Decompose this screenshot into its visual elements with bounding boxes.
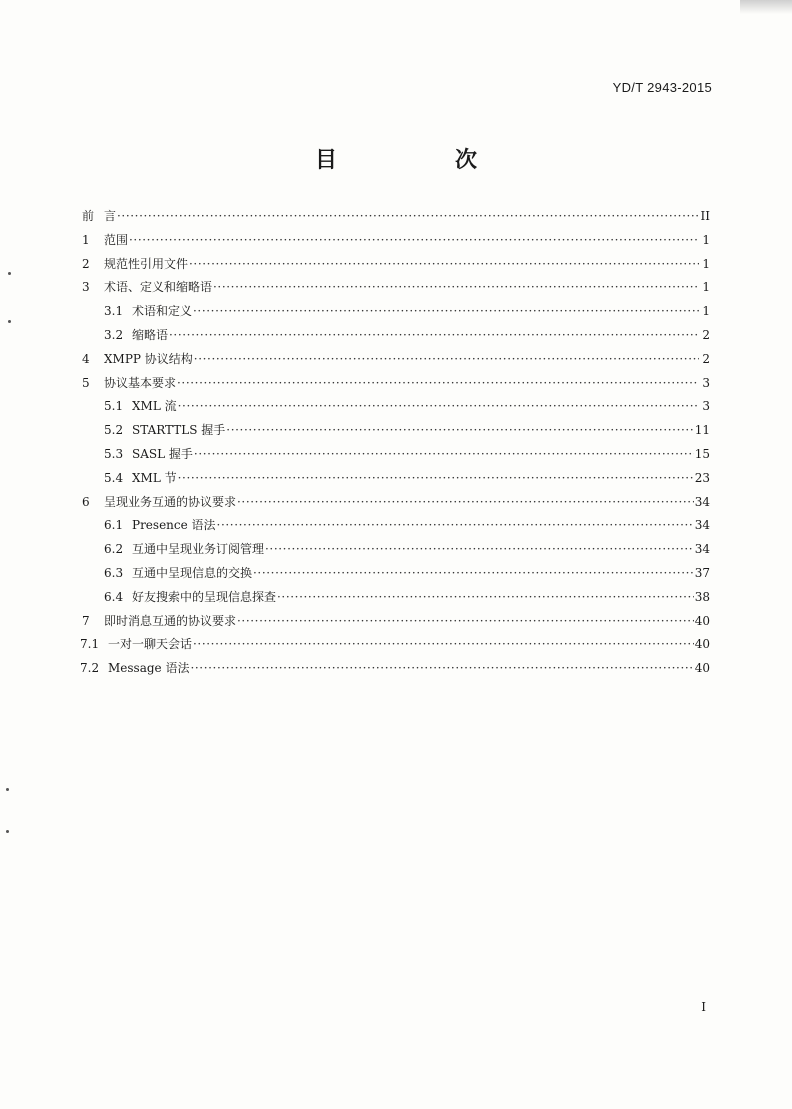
toc-entry-number: 3.2 [104, 328, 124, 342]
toc-entry [82, 255, 710, 279]
toc-entry [104, 397, 710, 421]
toc-entry [104, 564, 710, 588]
toc-entry [82, 207, 710, 231]
scan-edge-shadow [740, 0, 792, 14]
toc-entry [82, 612, 710, 636]
toc-entry-page: 38 [694, 589, 710, 604]
toc-entry-label: 规范性引用文件 [104, 256, 189, 271]
toc-entry-number: 6.1 [104, 518, 124, 533]
toc-entry-number: 7.1 [80, 637, 100, 652]
toc-entry-page: 2 [702, 351, 710, 366]
toc-entry-page: 3 [702, 399, 710, 414]
toc-entry [104, 588, 710, 612]
toc-entry-label: 术语、定义和缩略语 [104, 280, 213, 295]
toc-entry-label: 范围 [104, 232, 129, 247]
toc-dot-leader [237, 612, 694, 630]
toc-entry [104, 326, 710, 350]
toc-dot-leader [169, 326, 699, 344]
toc-entry-number: 5 [82, 375, 90, 390]
page-title: 目 次 [314, 148, 525, 173]
toc-dot-leader [178, 469, 694, 487]
toc-dot-leader [193, 635, 694, 653]
toc-entry [80, 635, 710, 659]
toc-entry-number: 3.1 [104, 304, 124, 319]
toc-dot-leader [237, 493, 694, 511]
toc-entry [104, 445, 710, 469]
toc-entry-page: 1 [702, 232, 710, 247]
toc-entry-page: 40 [694, 637, 710, 652]
toc-entry [80, 659, 710, 683]
toc-entry-page: II [700, 209, 710, 223]
toc-entry-number: 前 [82, 209, 95, 223]
toc-entry-label: Presence 语法 [132, 518, 216, 533]
toc-dot-leader [189, 255, 699, 273]
toc-entry-label: 互通中呈现业务订阅管理 [132, 542, 265, 557]
toc-entry-page: 34 [694, 542, 710, 557]
toc-dot-leader [253, 564, 694, 582]
toc-entry-number: 4 [82, 351, 90, 366]
toc-entry-label: 言 [104, 209, 117, 223]
toc-entry [104, 516, 710, 540]
scan-speck [6, 830, 9, 833]
toc-entry-page: 34 [694, 518, 710, 533]
page-number: I [701, 1000, 706, 1014]
toc-entry [104, 421, 710, 445]
toc-entry-label: 好友搜索中的呈现信息探查 [132, 589, 277, 604]
toc-entry-label: SASL 握手 [132, 447, 193, 461]
toc-dot-leader [194, 445, 694, 463]
scan-speck [8, 272, 11, 275]
toc-entry-page: 1 [702, 280, 710, 295]
toc-dot-leader [217, 516, 694, 534]
toc-entry-number: 7.2 [80, 661, 100, 676]
standard-code: YD/T 2943-2015 [612, 80, 712, 95]
toc-entry-page: 23 [694, 470, 710, 485]
toc-entry-number: 6.2 [104, 542, 124, 557]
toc-entry-page: 1 [702, 256, 710, 271]
toc-entry [82, 350, 710, 374]
toc-entry-number: 6 [82, 494, 90, 509]
toc-entry-page: 2 [702, 328, 710, 342]
toc-entry [82, 374, 710, 398]
toc-entry-label: 缩略语 [132, 328, 169, 342]
toc-entry-label: 术语和定义 [132, 304, 193, 319]
toc-entry-label: 协议基本要求 [104, 375, 177, 390]
toc-entry-number: 7 [82, 613, 90, 628]
toc-entry-page: 3 [702, 375, 710, 390]
toc-dot-leader [129, 231, 699, 249]
toc-entry [82, 278, 710, 302]
toc-entry-label: Message 语法 [108, 661, 190, 676]
toc-dot-leader [194, 350, 699, 368]
toc-entry-page: 40 [694, 613, 710, 628]
toc-entry-label: 呈现业务互通的协议要求 [104, 494, 237, 509]
toc-entry-page: 37 [694, 566, 710, 580]
toc-dot-leader [117, 207, 699, 225]
toc-entry-page: 40 [694, 661, 710, 676]
toc-entry-number: 5.1 [104, 399, 124, 414]
toc-dot-leader [193, 302, 699, 320]
scan-speck [6, 788, 9, 791]
toc-dot-leader [177, 374, 699, 392]
toc-entry-number: 6.3 [104, 566, 124, 580]
toc-entry [82, 493, 710, 517]
toc-entry-page: 11 [694, 423, 710, 438]
toc-dot-leader [213, 278, 699, 296]
toc-dot-leader [265, 540, 694, 558]
toc-entry-label: 互通中呈现信息的交换 [132, 566, 253, 580]
toc-dot-leader [277, 588, 694, 606]
toc-entry [104, 540, 710, 564]
toc-entry-number: 3 [82, 280, 90, 295]
toc-entry [104, 469, 710, 493]
toc-entry-label: XML 节 [132, 470, 177, 485]
toc-entry-label: XMPP 协议结构 [104, 351, 193, 366]
toc-dot-leader [178, 397, 699, 415]
toc-dot-leader [226, 421, 693, 439]
toc-dot-leader [190, 659, 693, 677]
toc-entry-page: 34 [694, 494, 710, 509]
toc-entry [104, 302, 710, 326]
scan-speck [8, 320, 11, 323]
toc-entry-number: 6.4 [104, 589, 124, 604]
toc-entry-label: 即时消息互通的协议要求 [104, 613, 237, 628]
toc-entry-page: 15 [694, 447, 710, 461]
toc-entry [82, 231, 710, 255]
toc-entry-number: 5.4 [104, 470, 124, 485]
toc-entry-page: 1 [702, 304, 710, 319]
toc-entry-number: 5.2 [104, 423, 124, 438]
toc-entry-number: 2 [82, 256, 90, 271]
toc-entry-label: 一对一聊天会话 [108, 637, 193, 652]
toc-entry-label: XML 流 [132, 399, 177, 414]
toc-entry-number: 1 [82, 232, 90, 247]
toc-entry-number: 5.3 [104, 447, 124, 461]
toc-entry-label: STARTTLS 握手 [132, 423, 226, 438]
